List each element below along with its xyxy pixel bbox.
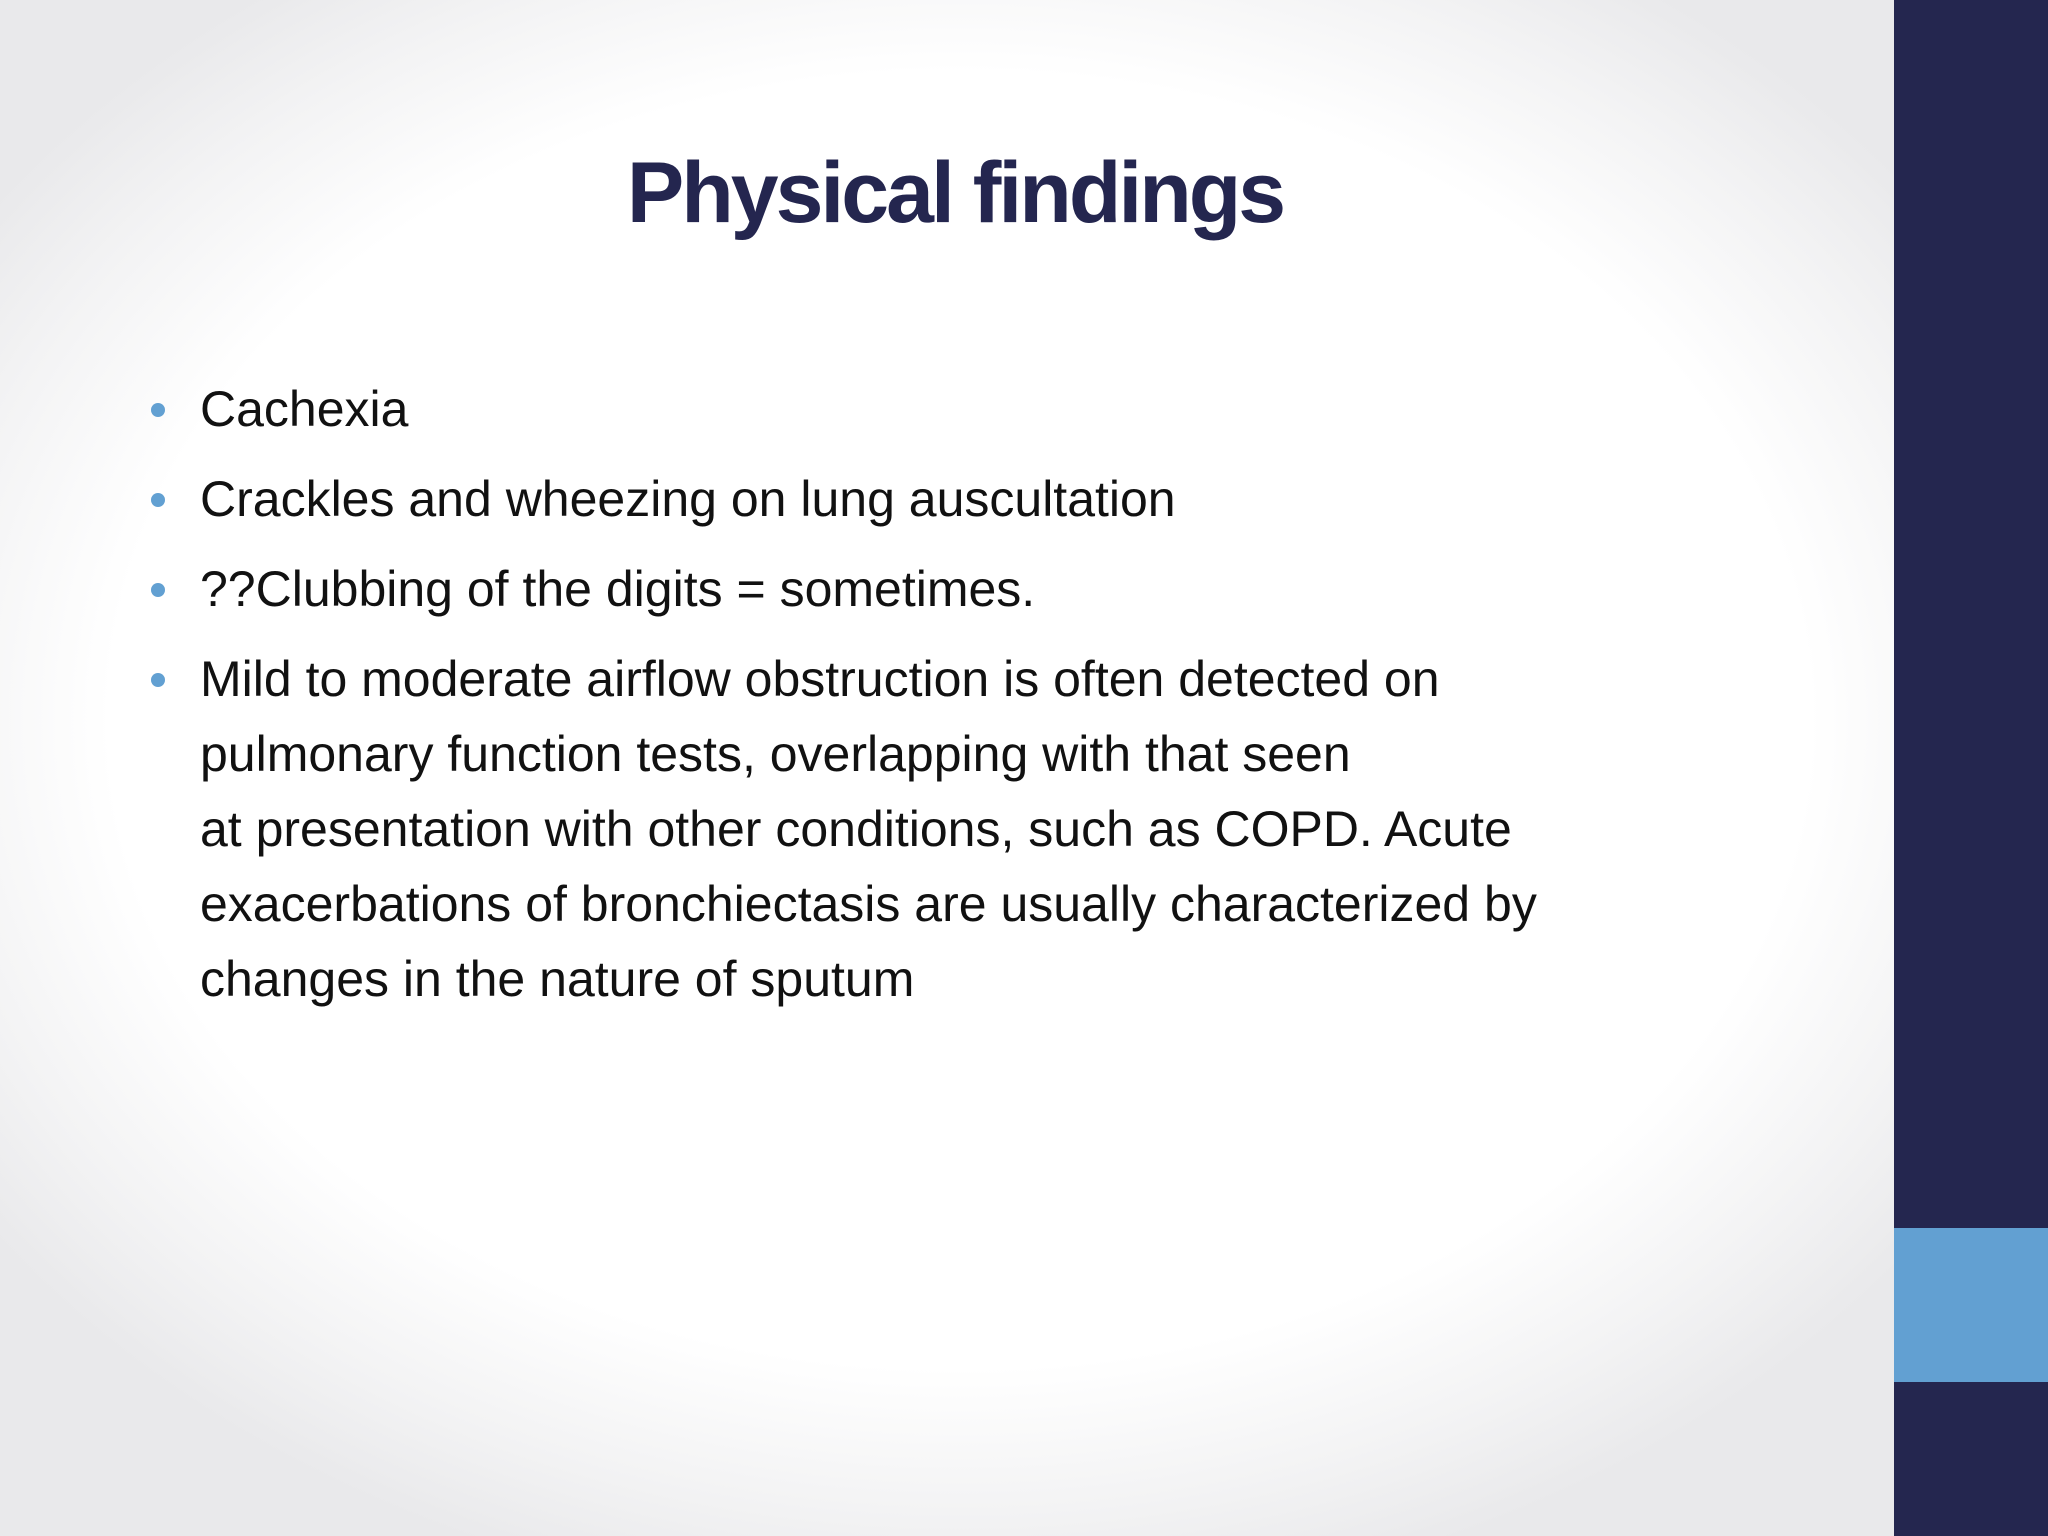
bullet-text-line: changes in the nature of sputum <box>200 951 915 1007</box>
side-accent-block <box>1894 1228 2048 1382</box>
bullet-text-line: at presentation with other conditions, such as COPD. Acute <box>200 801 1512 857</box>
bullet-list <box>148 372 1748 1032</box>
bullet-item <box>148 642 1748 1017</box>
bullet-text-line: pulmonary function tests, overlapping with that seen <box>200 726 1351 782</box>
bullet-icon <box>148 642 168 717</box>
bullet-icon <box>148 552 168 627</box>
bullet-text: Cachexia <box>200 381 409 437</box>
bullet-text-line: Mild to moderate airflow obstruction is often detected on <box>200 651 1440 707</box>
bullet-text: Crackles and wheezing on lung auscultation <box>200 471 1176 527</box>
bullet-item <box>148 462 1748 537</box>
slide-title: Physical findings <box>626 145 1284 241</box>
bullet-item <box>148 372 1748 447</box>
bullet-text-line: exacerbations of bronchiectasis are usually characterized by <box>200 876 1537 932</box>
bullet-text: ??Clubbing of the digits = sometimes. <box>200 561 1036 617</box>
bullet-icon <box>148 372 168 447</box>
bullet-item <box>148 552 1748 627</box>
bullet-icon <box>148 462 168 537</box>
